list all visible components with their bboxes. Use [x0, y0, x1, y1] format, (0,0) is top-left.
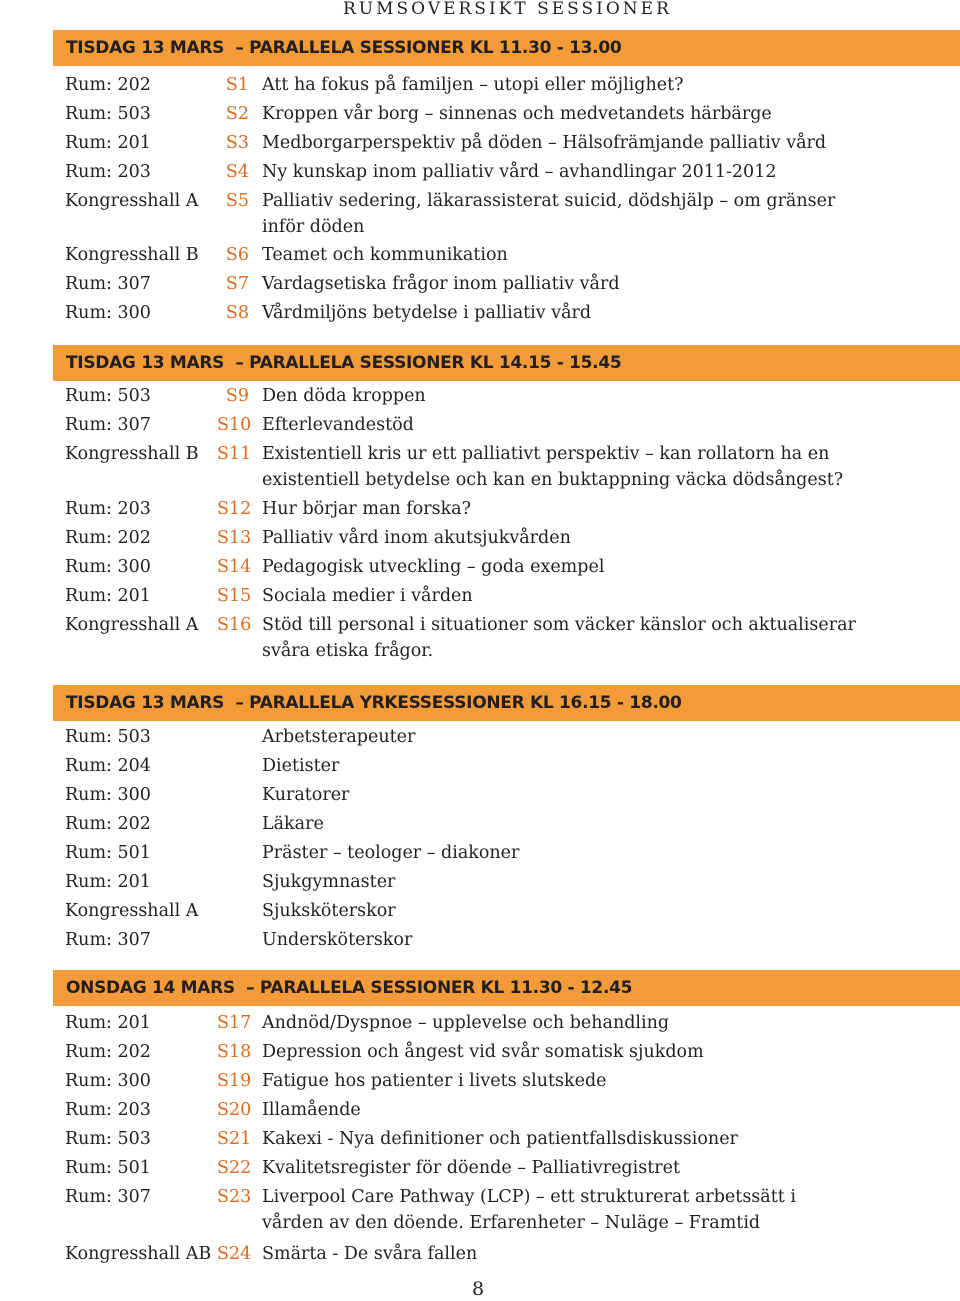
session-title: Sociala medier i vården — [262, 586, 473, 606]
session-code: S9 — [225, 386, 249, 406]
session-title: Kroppen vår borg – sinnenas och medvetandets härbärge — [262, 104, 772, 124]
room-label: Rum: 203 — [65, 1100, 151, 1120]
session-code: S19 — [217, 1071, 252, 1091]
session-title: Arbetsterapeuter — [262, 727, 416, 747]
session-code: S2 — [225, 104, 249, 124]
room-label: Rum: 201 — [65, 1013, 151, 1033]
session-code: S7 — [225, 274, 249, 294]
session-code: S11 — [217, 444, 252, 464]
room-label: Rum: 201 — [65, 872, 151, 892]
session-title: Andnöd/Dyspnoe – upplevelse och behandling — [262, 1013, 670, 1033]
room-label: Rum: 300 — [65, 785, 151, 805]
room-label: Rum: 201 — [65, 586, 151, 606]
session-title: Kuratorer — [262, 785, 350, 805]
room-label: Rum: 503 — [65, 104, 151, 124]
room-label: Rum: 307 — [65, 415, 151, 435]
section-header-bar — [53, 30, 960, 66]
section-title: TISDAG 13 MARS – PARALLELA SESSIONER KL 14.15 - 15.45 — [66, 353, 622, 373]
room-label: Rum: 300 — [65, 303, 151, 323]
room-label: Kongresshall A — [65, 615, 199, 635]
session-title: Illamående — [262, 1100, 361, 1120]
session-code: S3 — [225, 133, 249, 153]
session-title: Palliativ vård inom akutsjukvården — [262, 528, 571, 548]
session-code: S13 — [217, 528, 252, 548]
room-label: Rum: 501 — [65, 843, 151, 863]
session-title: Palliativ sedering, läkarassisterat suicid, dödshjälp – om gränser inför döden — [262, 191, 836, 237]
session-title: Präster – teologer – diakoner — [262, 843, 520, 863]
section-title: ONSDAG 14 MARS – PARALLELA SESSIONER KL 11.30 - 12.45 — [66, 978, 633, 998]
session-title: Existentiell kris ur ett palliativt perspektiv – kan rollatorn ha en existentiell betydelse och kan en buktappning väcka dödsångest? — [262, 444, 844, 490]
room-label: Rum: 204 — [65, 756, 151, 776]
section-header-bar — [53, 685, 960, 721]
session-title: Depression och ångest vid svår somatisk sjukdom — [262, 1042, 704, 1062]
room-label: Rum: 300 — [65, 557, 151, 577]
session-code: S20 — [217, 1100, 252, 1120]
room-label: Kongresshall B — [65, 245, 199, 265]
room-label: Kongresshall A — [65, 191, 199, 211]
session-title: Stöd till personal i situationer som väcker känslor och aktualiserar svåra etiska frågor. — [262, 615, 856, 661]
room-label: Rum: 307 — [65, 1187, 151, 1207]
room-label: Rum: 202 — [65, 814, 151, 834]
session-title: Medborgarperspektiv på döden – Hälsofrämjande palliativ vård — [262, 133, 827, 153]
session-title: Ny kunskap inom palliativ vård – avhandlingar 2011-2012 — [262, 162, 777, 182]
section-header-bar — [53, 345, 960, 381]
session-title: Vardagsetiska frågor inom palliativ vård — [262, 274, 620, 294]
room-label: Kongresshall A — [65, 901, 199, 921]
session-code: S21 — [217, 1129, 252, 1149]
session-code: S17 — [217, 1013, 252, 1033]
section-header-bar — [53, 970, 960, 1006]
room-label: Rum: 300 — [65, 1071, 151, 1091]
room-label: Rum: 203 — [65, 162, 151, 182]
room-label: Rum: 202 — [65, 528, 151, 548]
session-code: S22 — [217, 1158, 252, 1178]
session-title: Läkare — [262, 814, 324, 834]
session-title: Kakexi - Nya definitioner och patientfallsdiskussioner — [262, 1129, 738, 1149]
room-label: Rum: 503 — [65, 386, 151, 406]
session-code: S1 — [225, 75, 249, 95]
session-code: S16 — [217, 615, 252, 635]
session-title: Den döda kroppen — [262, 386, 426, 406]
session-title: Efterlevandestöd — [262, 415, 414, 435]
room-label: Rum: 202 — [65, 75, 151, 95]
session-code: S5 — [225, 191, 249, 211]
session-code: S8 — [225, 303, 249, 323]
session-code: S6 — [225, 245, 249, 265]
room-label: Rum: 201 — [65, 133, 151, 153]
room-label: Kongresshall B — [65, 444, 199, 464]
session-title: Liverpool Care Pathway (LCP) – ett strukturerat arbetssätt i vården av den döende. Erfarenheter – Nuläge – Framtid — [262, 1187, 796, 1233]
session-code: S23 — [217, 1187, 252, 1207]
session-title: Sjukgymnaster — [262, 872, 396, 892]
session-title: Teamet och kommunikation — [262, 245, 508, 265]
page-header: RUMSÖVERSIKT SESSIONER — [343, 0, 672, 19]
session-title: Undersköterskor — [262, 930, 413, 950]
room-label: Rum: 501 — [65, 1158, 151, 1178]
session-code: S12 — [217, 499, 252, 519]
session-title: Dietister — [262, 756, 340, 776]
session-code: S24 — [217, 1244, 252, 1264]
session-code: S15 — [217, 586, 252, 606]
session-title: Att ha fokus på familjen – utopi eller möjlighet? — [262, 75, 684, 95]
session-title: Smärta - De svåra fallen — [262, 1244, 478, 1264]
session-title: Sjuksköterskor — [262, 901, 396, 921]
room-label: Rum: 203 — [65, 499, 151, 519]
session-code: S14 — [217, 557, 252, 577]
room-label: Kongresshall AB — [65, 1244, 212, 1264]
room-label: Rum: 307 — [65, 274, 151, 294]
room-label: Rum: 503 — [65, 727, 151, 747]
session-title: Fatigue hos patienter i livets slutskede — [262, 1071, 607, 1091]
session-code: S4 — [225, 162, 249, 182]
section-title: TISDAG 13 MARS – PARALLELA YRKESSESSIONER KL 16.15 - 18.00 — [66, 693, 682, 713]
room-label: Rum: 202 — [65, 1042, 151, 1062]
session-code: S10 — [217, 415, 252, 435]
page-number: 8 — [472, 1278, 485, 1300]
session-title: Hur börjar man forska? — [262, 499, 471, 519]
section-title: TISDAG 13 MARS – PARALLELA SESSIONER KL 11.30 - 13.00 — [66, 38, 622, 58]
room-label: Rum: 503 — [65, 1129, 151, 1149]
session-title: Vårdmiljöns betydelse i palliativ vård — [262, 303, 592, 323]
session-title: Kvalitetsregister för döende – Palliativregistret — [262, 1158, 681, 1178]
room-label: Rum: 307 — [65, 930, 151, 950]
session-code: S18 — [217, 1042, 252, 1062]
session-title: Pedagogisk utveckling – goda exempel — [262, 557, 605, 577]
